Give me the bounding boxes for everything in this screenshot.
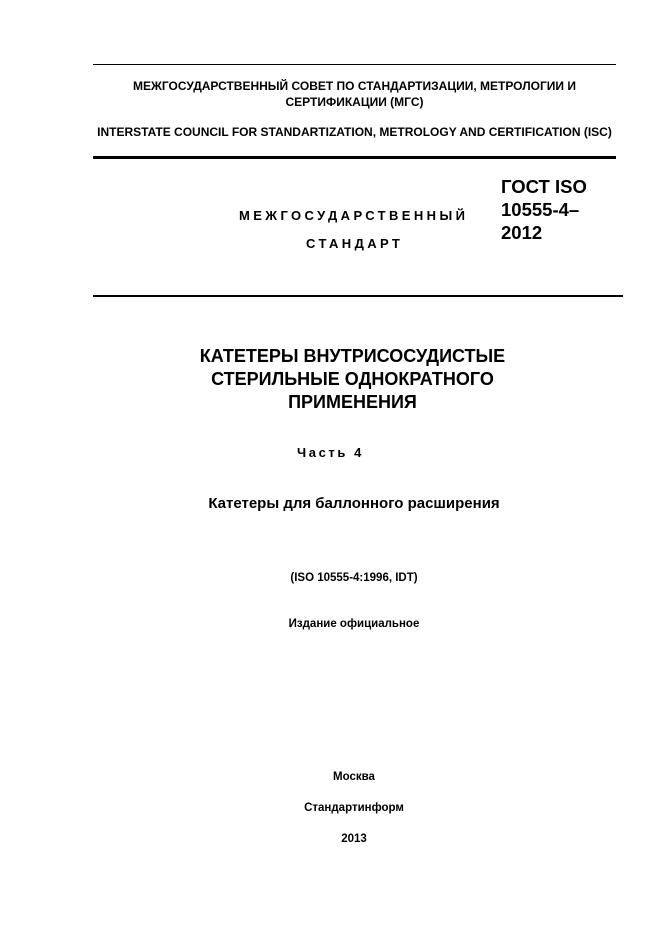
publication-city: Москва — [333, 771, 375, 783]
part-label: Часть 4 — [297, 445, 364, 460]
publication-year: 2013 — [341, 833, 367, 845]
document-title: КАТЕТЕРЫ ВНУТРИСОСУДИСТЫЕ СТЕРИЛЬНЫЕ ОДНОКРАТНОГО ПРИМЕНЕНИЯ — [199, 346, 506, 412]
council-name-english: INTERSTATE COUNCIL FOR STANDARTIZATION, METROLOGY AND CERTIFICATION (ISC) — [97, 125, 612, 139]
council-name-russian: МЕЖГОСУДАРСТВЕННЫЙ СОВЕТ ПО СТАНДАРТИЗАЦИИ, МЕТРОЛОГИИ И СЕРТИФИКАЦИИ (МГС) — [133, 79, 576, 109]
edition-note: Издание официальное — [288, 618, 420, 630]
standard-type-line1: МЕЖГОСУДАРСТВЕННЫЙ — [239, 208, 469, 223]
standard-type-line2: СТАНДАРТ — [306, 236, 404, 251]
standard-number: ГОСТ ISO 10555-4– 2012 — [501, 176, 587, 243]
designation-divider — [93, 295, 623, 297]
iso-reference: (ISO 10555-4:1996, IDT) — [290, 572, 418, 584]
header-divider — [93, 156, 616, 159]
document-subtitle: Катетеры для баллонного расширения — [208, 495, 500, 512]
top-divider — [93, 64, 616, 65]
publisher-name: Стандартинформ — [304, 802, 404, 814]
